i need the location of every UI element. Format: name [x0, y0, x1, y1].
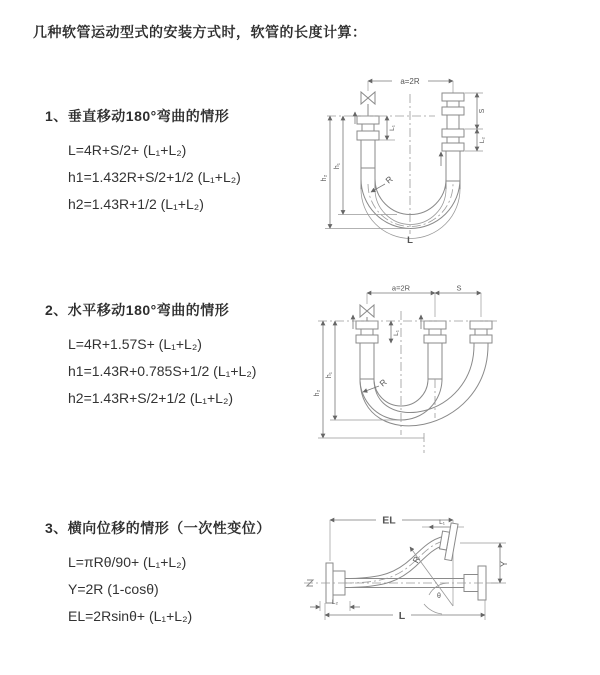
- svg-text:h₂: h₂: [321, 174, 328, 182]
- dim-s: [465, 93, 486, 129]
- middle-fitting: [424, 321, 446, 343]
- dim-s: [435, 284, 481, 294]
- braided-hose-section: [446, 151, 460, 181]
- section-3-formulas: [68, 549, 320, 630]
- svg-text:L₂: L₂: [331, 599, 339, 606]
- svg-text:h₁: h₁: [334, 162, 341, 170]
- svg-text:L₁: L₁: [393, 330, 400, 336]
- formula: h2=1.43R+1/2 (L₁+L₂): [68, 196, 204, 212]
- svg-text:a=2R: a=2R: [391, 283, 411, 293]
- svg-text:R: R: [383, 173, 395, 186]
- hose-u-bend: [360, 343, 488, 426]
- svg-text:L: L: [398, 610, 406, 622]
- section-1: [45, 106, 320, 218]
- formula: h2=1.43R+S/2+1/2 (L₁+L₂): [68, 390, 234, 406]
- braided-hose-section: [428, 343, 442, 379]
- right-fitting: [470, 321, 492, 343]
- formula: h1=1.432R+S/2+1/2 (L₁+L₂): [68, 169, 241, 185]
- left-fitting: [356, 321, 378, 343]
- dim-a-2r: [368, 77, 453, 93]
- svg-text:S: S: [479, 108, 486, 114]
- braided-hose-section: [361, 140, 375, 168]
- valve-icon: [360, 305, 374, 321]
- hose-s-curve: [345, 537, 444, 588]
- svg-text:R: R: [377, 376, 389, 389]
- diagram-horizontal-bend: [305, 283, 595, 463]
- formula: L=4R+S/2+ (L₁+L₂): [68, 142, 187, 158]
- left-fitting: [357, 116, 379, 140]
- top-flange: [438, 522, 458, 561]
- dim-l2: [465, 129, 486, 151]
- svg-text:a=2R: a=2R: [400, 77, 420, 86]
- hose-u-bend: [361, 179, 460, 239]
- section-2: [45, 300, 320, 412]
- valve-icon: [361, 92, 375, 116]
- svg-text:h₂: h₂: [314, 389, 321, 397]
- formula: EL=2Rsinθ+ (L₁+L₂): [68, 608, 193, 624]
- formula: Y=2R (1-cosθ): [68, 581, 159, 597]
- svg-text:S: S: [456, 283, 462, 293]
- dim-l1: [391, 321, 400, 343]
- formula: L=4R+1.57S+ (L₁+L₂): [68, 336, 202, 352]
- right-fitting-upper: [442, 93, 464, 115]
- section-3-heading: 3、横向位移的情形（一次性变位）: [45, 520, 271, 536]
- svg-text:R: R: [410, 554, 423, 565]
- formula: L=πRθ/90+ (L₁+L₂): [68, 554, 187, 570]
- section-1-formulas: [68, 137, 320, 218]
- svg-text:L₂: L₂: [479, 136, 486, 144]
- svg-text:EL: EL: [382, 514, 396, 527]
- section-2-formulas: [68, 331, 320, 412]
- svg-text:Y: Y: [499, 560, 509, 568]
- dim-a-2r: [367, 284, 435, 294]
- svg-text:L₁: L₁: [389, 125, 396, 131]
- section-1-heading: 1、垂直移动180°弯曲的情形: [45, 108, 230, 124]
- dim-l2: [310, 599, 360, 611]
- svg-text:L₁: L₁: [439, 519, 445, 526]
- dim-l1: [379, 116, 396, 140]
- diagram-vertical-bend: [305, 66, 595, 258]
- dim-el: [330, 515, 453, 607]
- dim-l: L: [407, 235, 413, 246]
- right-fitting-lower: [442, 129, 464, 151]
- formula: h1=1.43R+0.785S+1/2 (L₁+L₂): [68, 363, 257, 379]
- braided-hose-section: [360, 343, 374, 379]
- svg-text:θ: θ: [437, 593, 441, 600]
- section-3: [45, 518, 320, 630]
- page-title: 几种软管运动型式的安装方式时，软管的长度计算：: [33, 24, 367, 40]
- section-2-heading: 2、水平移动180°弯曲的情形: [45, 302, 230, 318]
- svg-text:h₁: h₁: [326, 371, 333, 379]
- diagram-lateral-displacement: [298, 503, 598, 653]
- dim-l: [325, 600, 485, 622]
